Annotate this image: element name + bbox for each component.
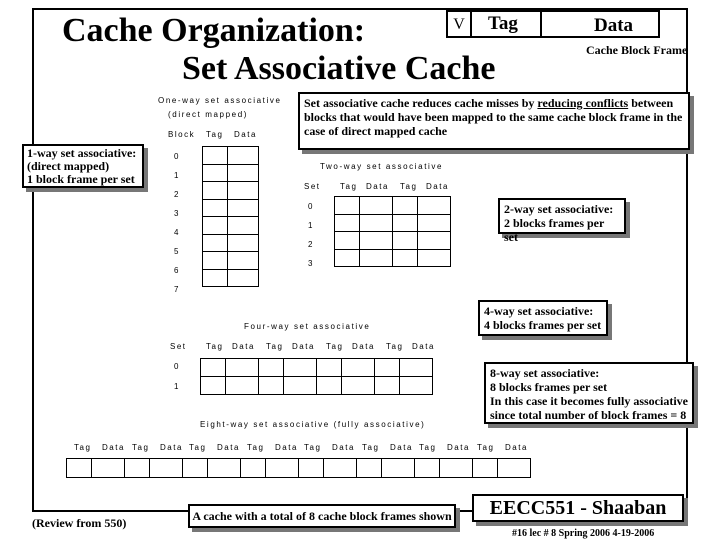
tag-cell — [201, 377, 226, 395]
tag-cell — [125, 459, 150, 478]
valid-bit-box — [446, 10, 472, 38]
eight-way-set-row — [67, 459, 531, 478]
two-way-set-row — [335, 232, 451, 250]
data-cell — [382, 459, 415, 478]
eight-way-col-tag: Tag — [362, 443, 380, 452]
data-cell — [400, 377, 433, 395]
four-way-col-tag: Tag — [266, 342, 284, 351]
tag-cell — [203, 182, 228, 200]
four-way-callout-line2: 4 blocks frames per set — [484, 318, 602, 332]
eight-way-col-tag: Tag — [132, 443, 150, 452]
eight-way-col-tag: Tag — [477, 443, 495, 452]
eight-way-col-data: Data — [505, 443, 528, 452]
tag-cell — [259, 359, 284, 377]
data-cell — [228, 147, 259, 165]
one-way-set-row — [203, 252, 259, 270]
four-way-col-data: Data — [292, 342, 315, 351]
four-way-col-tag: Tag — [386, 342, 404, 351]
data-cell — [92, 459, 125, 478]
data-cell — [418, 197, 451, 215]
tag-cell — [375, 377, 400, 395]
one-way-callout-line2: (direct mapped) — [27, 159, 110, 173]
data-cell — [342, 359, 375, 377]
two-way-col-data2: Data — [426, 182, 449, 191]
tag-cell — [203, 164, 228, 182]
tag-cell — [335, 197, 360, 215]
data-cell — [226, 377, 259, 395]
data-cell — [284, 377, 317, 395]
tag-cell — [203, 269, 228, 287]
one-way-cache-grid — [202, 146, 259, 287]
tag-cell — [357, 459, 382, 478]
callout-text-b: between blocks that would have been mapped to the same cache block frame in the case of direct mapped cache — [304, 96, 683, 138]
eight-way-callout — [484, 362, 694, 424]
tag-cell — [203, 252, 228, 270]
eight-way-col-tag: Tag — [304, 443, 322, 452]
one-way-set-row — [203, 199, 259, 217]
two-way-col-data1: Data — [366, 182, 389, 191]
four-way-col-data: Data — [412, 342, 435, 351]
two-way-set-row — [335, 197, 451, 215]
two-way-row-label: 3 — [308, 259, 314, 268]
data-cell — [228, 252, 259, 270]
tag-cell — [473, 459, 498, 478]
tag-cell — [393, 249, 418, 267]
data-field-label: Data — [594, 15, 634, 36]
one-way-callout — [22, 144, 144, 188]
tag-cell — [393, 197, 418, 215]
eight-way-col-data: Data — [217, 443, 240, 452]
four-way-callout-line1: 4-way set associative: — [484, 304, 594, 318]
two-way-row-label: 1 — [308, 221, 314, 230]
data-cell — [418, 214, 451, 232]
tag-cell — [203, 147, 228, 165]
eight-way-col-tag: Tag — [419, 443, 437, 452]
review-note: (Review from 550) — [32, 516, 127, 530]
two-way-callout — [498, 198, 626, 244]
bottom-callout — [188, 504, 456, 528]
one-way-row-label: 2 — [174, 190, 180, 199]
one-way-title: One-way set associative — [158, 96, 282, 105]
data-field-box — [542, 10, 660, 38]
eight-way-col-tag: Tag — [189, 443, 207, 452]
reduce-conflicts-callout — [298, 92, 690, 150]
one-way-col-data: Data — [234, 130, 257, 139]
four-way-col-set: Set — [170, 342, 187, 351]
data-cell — [228, 269, 259, 287]
eight-way-callout-line4: since total number of block frames = 8 — [490, 408, 687, 422]
four-way-col-tag: Tag — [206, 342, 224, 351]
one-way-col-block: Block — [168, 130, 196, 139]
four-way-row-label: 1 — [174, 382, 180, 391]
eight-way-title: Eight-way set associative (fully associative) — [200, 420, 426, 429]
data-cell — [360, 197, 393, 215]
tag-cell — [415, 459, 440, 478]
one-way-set-row — [203, 234, 259, 252]
one-way-set-row — [203, 182, 259, 200]
one-way-row-label: 3 — [174, 209, 180, 218]
data-cell — [324, 459, 357, 478]
data-cell — [228, 164, 259, 182]
data-cell — [228, 234, 259, 252]
data-cell — [498, 459, 531, 478]
data-cell — [228, 217, 259, 235]
one-way-subtitle: (direct mapped) — [168, 110, 249, 119]
tag-cell — [335, 214, 360, 232]
tag-cell — [203, 199, 228, 217]
data-cell — [360, 214, 393, 232]
eight-way-callout-line1: 8-way set associative: — [490, 366, 600, 380]
data-cell — [208, 459, 241, 478]
tag-cell — [299, 459, 324, 478]
eight-way-col-data: Data — [332, 443, 355, 452]
eight-way-col-data: Data — [160, 443, 183, 452]
tag-cell — [317, 359, 342, 377]
data-cell — [284, 359, 317, 377]
one-way-callout-line3: 1 block frame per set — [27, 172, 135, 186]
data-cell — [360, 232, 393, 250]
tag-field-box — [472, 10, 542, 38]
bottom-callout-text: A cache with a total of 8 cache block frames shown — [192, 509, 452, 523]
data-cell — [226, 359, 259, 377]
one-way-set-row — [203, 217, 259, 235]
two-way-callout-line2: 2 blocks frames per set — [504, 216, 605, 244]
data-cell — [150, 459, 183, 478]
tag-cell — [317, 377, 342, 395]
data-cell — [266, 459, 299, 478]
tag-cell — [67, 459, 92, 478]
one-way-set-row — [203, 269, 259, 287]
eight-way-col-data: Data — [390, 443, 413, 452]
two-way-cache-grid — [334, 196, 451, 267]
eight-way-col-tag: Tag — [247, 443, 265, 452]
eight-way-callout-line2: 8 blocks frames per set — [490, 380, 608, 394]
two-way-set-row — [335, 249, 451, 267]
data-cell — [360, 249, 393, 267]
eight-way-col-data: Data — [275, 443, 298, 452]
tag-cell — [375, 359, 400, 377]
two-way-col-set: Set — [304, 182, 321, 191]
one-way-row-label: 4 — [174, 228, 180, 237]
four-way-cache-grid — [200, 358, 433, 395]
four-way-col-data: Data — [352, 342, 375, 351]
valid-bit-label: V — [453, 16, 465, 33]
course-title: EECC551 - Shaaban — [489, 497, 667, 519]
tag-cell — [335, 232, 360, 250]
slide-info: #16 lec # 8 Spring 2006 4-19-2006 — [512, 528, 655, 539]
four-way-col-tag: Tag — [326, 342, 344, 351]
eight-way-col-tag: Tag — [74, 443, 92, 452]
two-way-row-label: 0 — [308, 202, 314, 211]
four-way-row-label: 0 — [174, 362, 180, 371]
two-way-col-tag2: Tag — [400, 182, 418, 191]
tag-cell — [241, 459, 266, 478]
one-way-col-tag: Tag — [206, 130, 224, 139]
data-cell — [228, 182, 259, 200]
two-way-callout-line1: 2-way set associative: — [504, 202, 614, 216]
callout-underlined: reducing conflicts — [537, 96, 629, 110]
one-way-row-label: 1 — [174, 171, 180, 180]
tag-cell — [183, 459, 208, 478]
four-way-set-row — [201, 359, 433, 377]
data-cell — [440, 459, 473, 478]
two-way-title: Two-way set associative — [320, 162, 444, 171]
callout-text-a: Set associative cache reduces cache misses by — [304, 96, 538, 110]
tag-cell — [201, 359, 226, 377]
tag-cell — [393, 232, 418, 250]
eight-way-callout-line3: In this case it becomes fully associative — [490, 394, 688, 408]
four-way-col-data: Data — [232, 342, 255, 351]
tag-cell — [259, 377, 284, 395]
data-cell — [418, 249, 451, 267]
one-way-callout-line1: 1-way set associative: — [27, 146, 137, 160]
tag-cell — [393, 214, 418, 232]
one-way-row-label: 6 — [174, 266, 180, 275]
one-way-row-label: 0 — [174, 152, 180, 161]
data-cell — [400, 359, 433, 377]
four-way-callout — [478, 300, 608, 336]
eight-way-col-data: Data — [447, 443, 470, 452]
tag-cell — [335, 249, 360, 267]
eight-way-cache-grid — [66, 458, 531, 478]
one-way-set-row — [203, 147, 259, 165]
two-way-row-label: 2 — [308, 240, 314, 249]
cache-block-frame-caption: Cache Block Frame — [586, 43, 688, 57]
tag-cell — [203, 217, 228, 235]
one-way-row-label: 5 — [174, 247, 180, 256]
data-cell — [342, 377, 375, 395]
one-way-row-label: 7 — [174, 285, 180, 294]
course-badge — [472, 494, 684, 522]
two-way-col-tag1: Tag — [340, 182, 358, 191]
title-line2: Set Associative Cache — [182, 50, 496, 87]
two-way-set-row — [335, 214, 451, 232]
one-way-set-row — [203, 164, 259, 182]
data-cell — [228, 199, 259, 217]
eight-way-col-data: Data — [102, 443, 125, 452]
tag-cell — [203, 234, 228, 252]
tag-field-label: Tag — [488, 13, 518, 34]
data-cell — [418, 232, 451, 250]
four-way-title: Four-way set associative — [244, 322, 371, 331]
title-line1: Cache Organization: — [62, 12, 366, 49]
four-way-set-row — [201, 377, 433, 395]
